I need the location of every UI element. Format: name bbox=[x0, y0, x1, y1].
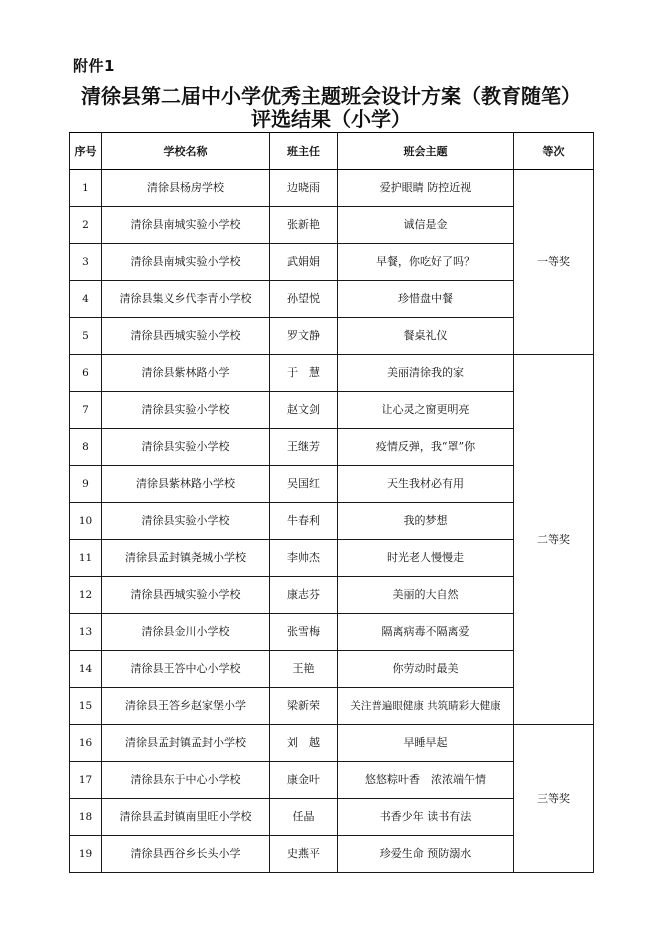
cell-theme: 早餐，你吃好了吗？ bbox=[338, 244, 514, 281]
cell-seq: 10 bbox=[70, 503, 102, 540]
prize-first: 一等奖 bbox=[514, 170, 594, 355]
cell-school: 清徐县王答中心小学校 bbox=[102, 651, 270, 688]
cell-teacher: 王继芳 bbox=[270, 429, 338, 466]
cell-seq: 7 bbox=[70, 392, 102, 429]
cell-teacher: 牛春利 bbox=[270, 503, 338, 540]
cell-school: 清徐县东于中心小学校 bbox=[102, 762, 270, 799]
cell-teacher: 张新艳 bbox=[270, 207, 338, 244]
cell-theme: 美丽清徐我的家 bbox=[338, 355, 514, 392]
cell-seq: 16 bbox=[70, 725, 102, 762]
cell-seq: 15 bbox=[70, 688, 102, 725]
cell-seq: 5 bbox=[70, 318, 102, 355]
cell-school: 清徐县南城实验小学校 bbox=[102, 244, 270, 281]
cell-seq: 14 bbox=[70, 651, 102, 688]
cell-school: 清徐县紫林路小学校 bbox=[102, 466, 270, 503]
cell-seq: 18 bbox=[70, 799, 102, 836]
cell-theme: 珍爱生命 预防溺水 bbox=[338, 836, 514, 873]
cell-seq: 2 bbox=[70, 207, 102, 244]
cell-teacher: 孙望悦 bbox=[270, 281, 338, 318]
cell-theme: 天生我材必有用 bbox=[338, 466, 514, 503]
cell-teacher: 王艳 bbox=[270, 651, 338, 688]
cell-theme: 隔离病毒不隔离爱 bbox=[338, 614, 514, 651]
cell-school: 清徐县南城实验小学校 bbox=[102, 207, 270, 244]
cell-theme: 让心灵之窗更明亮 bbox=[338, 392, 514, 429]
cell-seq: 19 bbox=[70, 836, 102, 873]
cell-school: 清徐县实验小学校 bbox=[102, 503, 270, 540]
cell-teacher: 任晶 bbox=[270, 799, 338, 836]
cell-teacher: 李帅杰 bbox=[270, 540, 338, 577]
cell-theme: 时光老人慢慢走 bbox=[338, 540, 514, 577]
cell-school: 清徐县杨房学校 bbox=[102, 170, 270, 207]
cell-theme: 餐桌礼仪 bbox=[338, 318, 514, 355]
cell-teacher: 张雪梅 bbox=[270, 614, 338, 651]
cell-teacher: 刘 越 bbox=[270, 725, 338, 762]
cell-school: 清徐县孟封镇孟封小学校 bbox=[102, 725, 270, 762]
cell-teacher: 罗文静 bbox=[270, 318, 338, 355]
table-row bbox=[70, 355, 594, 392]
cell-theme: 书香少年 读书有法 bbox=[338, 799, 514, 836]
column-header-prize: 等次 bbox=[514, 133, 594, 170]
cell-school: 清徐县孟封镇南里旺小学校 bbox=[102, 799, 270, 836]
cell-seq: 1 bbox=[70, 170, 102, 207]
cell-theme: 我的梦想 bbox=[338, 503, 514, 540]
cell-seq: 8 bbox=[70, 429, 102, 466]
cell-seq: 13 bbox=[70, 614, 102, 651]
table-row bbox=[70, 725, 594, 762]
results-table bbox=[69, 132, 594, 873]
cell-theme: 爱护眼睛 防控近视 bbox=[338, 170, 514, 207]
cell-school: 清徐县西城实验小学校 bbox=[102, 318, 270, 355]
cell-seq: 4 bbox=[70, 281, 102, 318]
cell-teacher: 康志芬 bbox=[270, 577, 338, 614]
cell-seq: 3 bbox=[70, 244, 102, 281]
cell-school: 清徐县集义乡代李青小学校 bbox=[102, 281, 270, 318]
cell-seq: 17 bbox=[70, 762, 102, 799]
cell-school: 清徐县实验小学校 bbox=[102, 392, 270, 429]
cell-theme: 你劳动时最美 bbox=[338, 651, 514, 688]
table-row bbox=[70, 170, 594, 207]
column-header-theme: 班会主题 bbox=[338, 133, 514, 170]
cell-school: 清徐县王答乡赵家堡小学 bbox=[102, 688, 270, 725]
cell-school: 清徐县西谷乡长头小学 bbox=[102, 836, 270, 873]
cell-teacher: 武娟娟 bbox=[270, 244, 338, 281]
column-header-teacher: 班主任 bbox=[270, 133, 338, 170]
cell-school: 清徐县孟封镇尧城小学校 bbox=[102, 540, 270, 577]
prize-second: 二等奖 bbox=[514, 355, 594, 725]
attachment-label: 附件1 bbox=[73, 57, 115, 75]
cell-teacher: 康金叶 bbox=[270, 762, 338, 799]
cell-theme: 珍惜盘中餐 bbox=[338, 281, 514, 318]
cell-theme: 悠悠粽叶香 浓浓端午情 bbox=[338, 762, 514, 799]
cell-seq: 6 bbox=[70, 355, 102, 392]
cell-theme: 关注普遍眼健康 共筑睛彩大健康 bbox=[338, 688, 514, 725]
cell-school: 清徐县西城实验小学校 bbox=[102, 577, 270, 614]
cell-teacher: 于 慧 bbox=[270, 355, 338, 392]
column-header-school: 学校名称 bbox=[102, 133, 270, 170]
cell-teacher: 赵文剑 bbox=[270, 392, 338, 429]
cell-seq: 11 bbox=[70, 540, 102, 577]
cell-teacher: 吴国红 bbox=[270, 466, 338, 503]
cell-theme: 美丽的大自然 bbox=[338, 577, 514, 614]
prize-third: 三等奖 bbox=[514, 725, 594, 873]
cell-theme: 早睡早起 bbox=[338, 725, 514, 762]
cell-teacher: 边晓雨 bbox=[270, 170, 338, 207]
cell-school: 清徐县紫林路小学 bbox=[102, 355, 270, 392]
cell-theme: 疫情反弹，我“罩”你 bbox=[338, 429, 514, 466]
cell-school: 清徐县金川小学校 bbox=[102, 614, 270, 651]
page-subtitle: 评选结果（小学） bbox=[251, 107, 411, 131]
cell-seq: 12 bbox=[70, 577, 102, 614]
table-header-row bbox=[70, 133, 594, 170]
column-header-seq: 序号 bbox=[70, 133, 102, 170]
cell-teacher: 梁新荣 bbox=[270, 688, 338, 725]
page-title: 清徐县第二届中小学优秀主题班会设计方案（教育随笔） bbox=[81, 84, 581, 108]
cell-theme: 诚信是金 bbox=[338, 207, 514, 244]
cell-school: 清徐县实验小学校 bbox=[102, 429, 270, 466]
cell-seq: 9 bbox=[70, 466, 102, 503]
cell-teacher: 史燕平 bbox=[270, 836, 338, 873]
